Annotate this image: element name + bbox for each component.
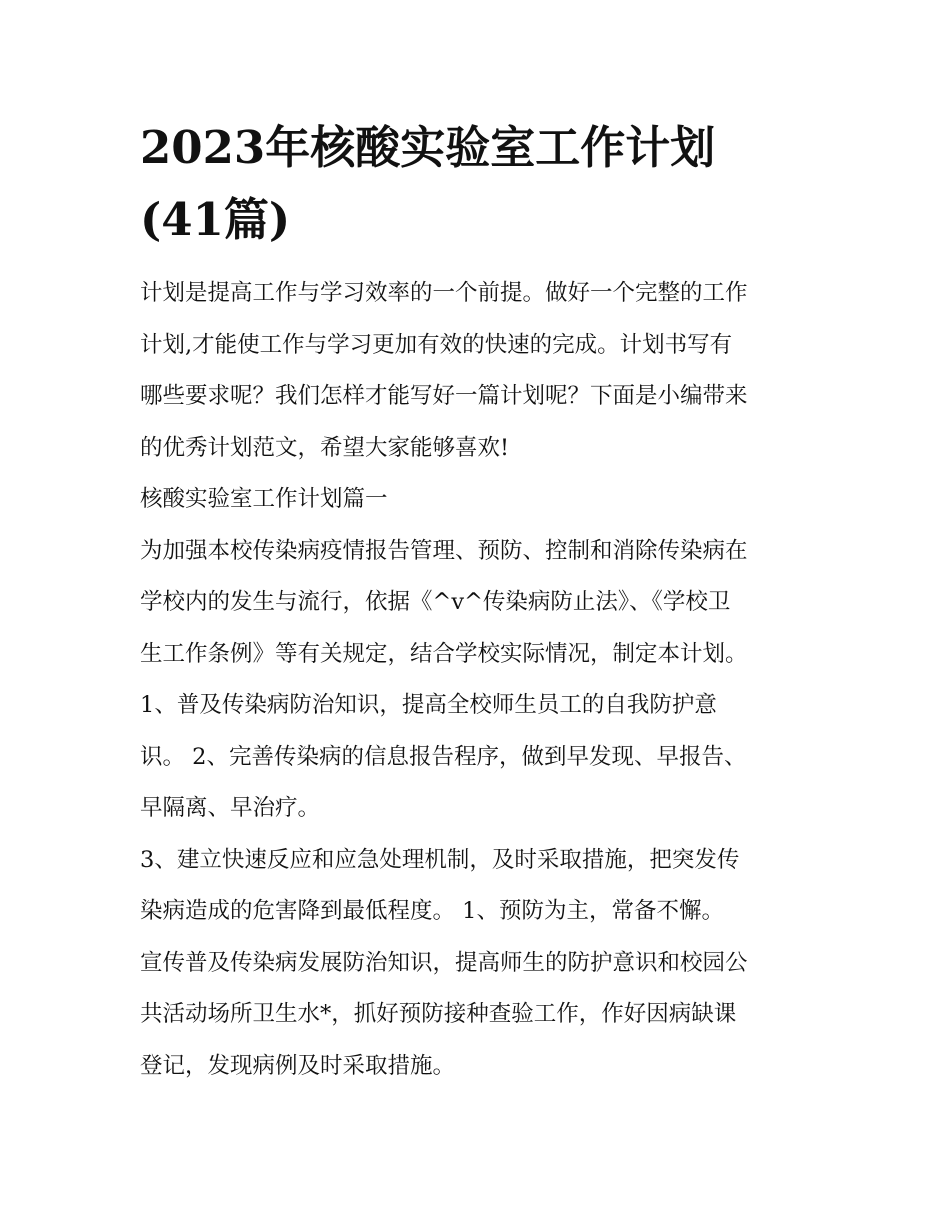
body-line: 登记，发现病例及时采取措施。 [140, 1052, 456, 1079]
body-line: 早隔离、早治疗。 [140, 795, 321, 821]
body-line: 计划,才能使工作与学习更加有效的快速的完成。计划书写有 [140, 331, 733, 358]
title-line-2: (41篇) [140, 193, 291, 246]
document-body [140, 268, 820, 1092]
body-line: 染病造成的危害降到最低程度。 1、预防为主，常备不懈。 [140, 898, 724, 924]
body-line: 宣传普及传染病发展防治知识，提高师生的防护意识和校园公 [140, 949, 748, 976]
body-line: 3、建立快速反应和应急处理机制，及时采取措施，把突发传 [140, 846, 740, 873]
document-page [140, 112, 820, 1092]
document-title [140, 112, 820, 256]
body-line: 的优秀计划范文，希望大家能够喜欢! [140, 434, 510, 461]
body-line: 为加强本校传染病疫情报告管理、预防、控制和消除传染病在 [140, 537, 748, 564]
title-line-1: 2023年核酸实验室工作计划 [140, 121, 716, 174]
body-line: 生工作条例》等有关规定，结合学校实际情况，制定本计划。 [140, 640, 748, 667]
body-line: 学校内的发生与流行，依据《^v^传染病防止法》、《学校卫 [140, 589, 731, 615]
body-line: 计划是提高工作与学习效率的一个前提。做好一个完整的工作 [140, 280, 748, 306]
body-line: 1、普及传染病防治知识，提高全校师生员工的自我防护意 [140, 692, 717, 718]
body-line: 哪些要求呢？我们怎样才能写好一篇计划呢？下面是小编带来 [140, 383, 748, 409]
body-line: 共活动场所卫生水*，抓好预防接种查验工作，作好因病缺课 [140, 1001, 737, 1027]
section-heading: 核酸实验室工作计划篇一 [140, 486, 388, 512]
body-line: 识。 2、完善传染病的信息报告程序，做到早发现、早报告、 [140, 743, 747, 770]
